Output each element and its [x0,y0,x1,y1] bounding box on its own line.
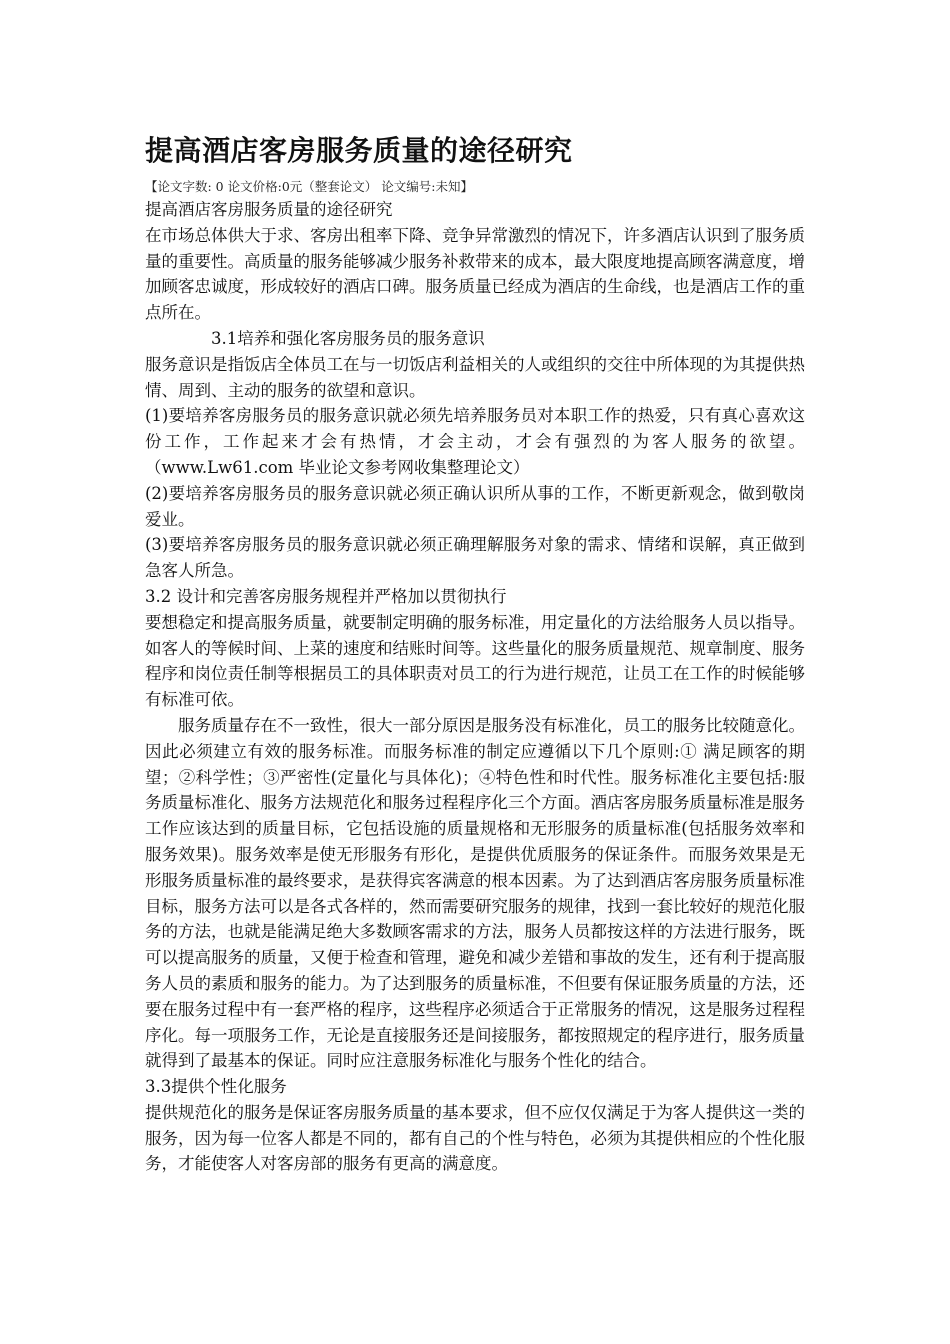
paragraph-point-1: (1)要培养客房服务员的服务意识就必须先培养服务员对本职工作的热爱，只有真心喜欢这份工作，工作起来才会有热情，才会主动，才会有强烈的为客人服务的欲望。（www.Lw61.com 毕业论文参考网收集整理论文） [145,406,805,477]
section-heading-3-1: 3.1培养和强化客房服务员的服务意识 [211,328,485,348]
paragraph-subtitle: 提高酒店客房服务质量的途径研究 [145,200,393,219]
section-heading-3-3: 3.3提供个性化服务 [145,1077,287,1097]
paragraph-personalized-service: 提供规范化的服务是保证客房服务质量的基本要求，但不应仅仅满足于为客人提供这一类的服务，因为每一位客人都是不同的，都有自己的个性与特色，必须为其提供相应的个性化服务，才能使客人对客房部的服务有更高的满意度。 [145,1102,805,1174]
document-body [145,197,805,1177]
paragraph-service-awareness: 服务意识是指饭店全体员工在与一切饭店利益相关的人或组织的交往中所体现的为其提供热情、周到、主动的服务的欲望和意识。 [145,354,805,400]
document-page [145,131,805,1177]
paragraph-standardization: 服务质量存在不一致性，很大一部分原因是服务没有标准化，员工的服务比较随意化。因此必须建立有效的服务标准。而服务标准的制定应遵循以下几个原则:① 满足顾客的期望；②科学性；③严密性(定量化与具体化)；④特色性和时代性。服务标准化主要包括:服务质量标准化、服务方法规范化和服务过程程序化三个方面。酒店客房服务质量标准是服务工作应该达到的质量目标，它包括设施的质量规格和无形服务的质量标准(包括服务效率和服务效果)。服务效率是使无形服务有形化，是提供优质服务的保证条件。而服务效果是无形服务质量标准的最终要求，是获得宾客满意的根本因素。为了达到酒店客房服务质量标准目标，服务方法可以是各式各样的，然而需要研究服务的规律，找到一套比较好的规范化服务的方法，也就是能满足绝大多数顾客需求的方法，服务人员都按这样的方法进行服务，既可以提高服务的质量，又便于检查和管理，避免和减少差错和事故的发生，还有利于提高服务人员的素质和服务的能力。为了达到服务的质量标准，不但要有保证服务质量的方法，还要在服务过程中有一套严格的程序，这些程序必须适合于正常服务的情况，这是服务过程程序化。每一项服务工作，无论是直接服务还是间接服务，都按照规定的程序进行，服务质量就得到了最基本的保证。同时应注意服务标准化与服务个性化的结合。 [145,715,805,1071]
paragraph-service-standards: 要想稳定和提高服务质量，就要制定明确的服务标准，用定量化的方法给服务人员以指导。如客人的等候时间、上菜的速度和结账时间等。这些量化的服务质量规范、规章制度、服务程序和岗位责任制等根据员工的具体职责对员工的行为进行规范，让员工在工作的时候能够有标准可依。 [145,612,805,710]
section-heading-3-2: 3.2 设计和完善客房服务规程并严格加以贯彻执行 [145,586,507,606]
paragraph-intro: 在市场总体供大于求、客房出租率下降、竞争异常激烈的情况下，许多酒店认识到了服务质量的重要性。高质量的服务能够减少服务补救带来的成本，最大限度地提高顾客满意度，增加顾客忠诚度，形成较好的酒店口碑。服务质量已经成为酒店的生命线，也是酒店工作的重点所在。 [145,225,805,323]
paper-meta-info: 【论文字数: 0 论文价格:0元（整套论文） 论文编号:未知】 [145,179,473,194]
paragraph-point-2: (2)要培养客房服务员的服务意识就必须正确认识所从事的工作，不断更新观念，做到敬岗爱业。 [145,483,805,529]
page-title: 提高酒店客房服务质量的途径研究 [145,134,573,167]
paragraph-point-3: (3)要培养客房服务员的服务意识就必须正确理解服务对象的需求、情绪和误解，真正做到急客人所急。 [145,535,805,581]
